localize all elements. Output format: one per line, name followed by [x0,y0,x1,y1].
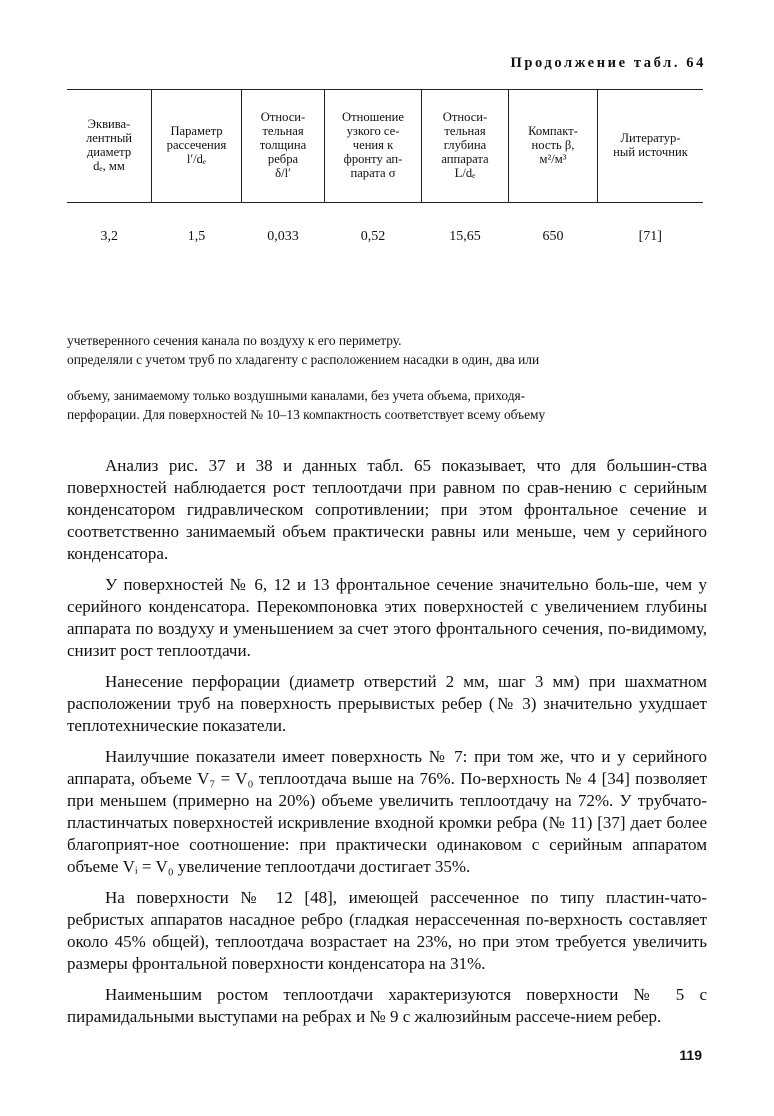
cell-compactness: 650 [542,229,564,244]
header-compactness: Компакт- ность β, м²/м³ [509,90,598,203]
cell-literature-source: [71] [638,229,662,244]
paragraph: Нанесение перфорации (диаметр отверстий 2 мм, шаг 3 мм) при шахматном расположении труб на поверхность прерывистых ребер (№ 3) значительно ухудшает теплотехнические показатели. [67,672,707,735]
paragraph: Наилучшие показатели имеет поверхность № 7: при том же, что и у серийного аппарата, объеме V₇ = V₀ теплоотдача выше на 76%. По-верхность № 4 [34] позволяет при меньшем (примерно на 20%) объеме увеличить теплоотдачу на 72%. У трубчато-пластинчатых поверхностей искривление входной кромки ребра (№ 11) [37] дает более благоприят-ное соотношение: при практически одинаковом с серийным аппаратом объеме Vᵢ = V₀ увеличение теплоотдачи достигает 35%. [67,747,707,876]
cell-equivalent-diameter: 3,2 [100,229,118,244]
table-continuation-label: Продолжение табл. 64 [510,55,706,71]
surface-parameters-table [67,89,703,246]
cell-dissection-parameter: 1,5 [187,229,206,244]
header-narrow-section-ratio: Отношение узкого се- чения к фронту ап- парата σ [325,90,422,203]
body-text [67,455,707,1037]
header-literature-source: Литератур- ный источник [598,90,704,203]
cell-relative-depth: 15,65 [449,229,481,244]
paragraph: Наименьшим ростом теплоотдачи характеризуются поверхности № 5 с пирамидальными выступами на ребрах и № 9 с жалюзийным рассече-нием ребер. [67,985,707,1026]
cell-relative-fin-thickness: 0,033 [267,229,299,244]
paragraph: У поверхностей № 6, 12 и 13 фронтальное сечение значительно боль-ше, чем у серийного конденсатора. Перекомпоновка этих поверхностей с увеличением глубины аппарата по воздуху и уменьшением за счет этого фронтального сечения, по-видимому, снизит рост теплоотдачи. [67,575,707,660]
paragraph: Анализ рис. 37 и 38 и данных табл. 65 показывает, что для большин-ства поверхностей наблюдается рост теплоотдачи при равном по срав-нению с серийным конденсатором гидравлическом сопротивлении; при этом фронтальное сечение и соответственно занимаемый объем практически равны или меньше, чем у серийного конденсатора. [67,456,707,563]
cell-narrow-section-ratio: 0,52 [360,229,386,244]
header-dissection-parameter: Параметр рассечения l′/dₑ [152,90,242,203]
table-header-row [67,90,703,203]
footnote-line: перфорации. Для поверхностей № 10–13 компактность соответствует всему объему [67,407,546,422]
header-relative-fin-thickness: Относи- тельная толщина ребра δ/l′ [242,90,325,203]
header-equivalent-diameter: Эквива- лентный диаметр dₑ, мм [67,90,152,203]
paragraph: На поверхности № 12 [48], имеющей рассеченное по типу пластин-чато-ребристых аппаратов насадное ребро (гладкая нерассеченная по-верхность составляет около 45% общей), теплоотдача возрастает на 23%, но при этом требуется увеличить размеры фронтальной поверхности конденсатора на 31%. [67,888,707,973]
table-row [67,203,703,246]
footnote-line: определяли с учетом труб по хладагенту с расположением насадки в один, два или [67,352,540,367]
page-number: 119 [679,1047,702,1063]
footnote-line: учетверенного сечения канала по воздуху к его периметру. [67,333,402,348]
footnote-line: объему, занимаемому только воздушными каналами, без учета объема, приходя- [67,388,526,403]
header-relative-depth: Относи- тельная глубина аппарата L/dₑ [422,90,509,203]
